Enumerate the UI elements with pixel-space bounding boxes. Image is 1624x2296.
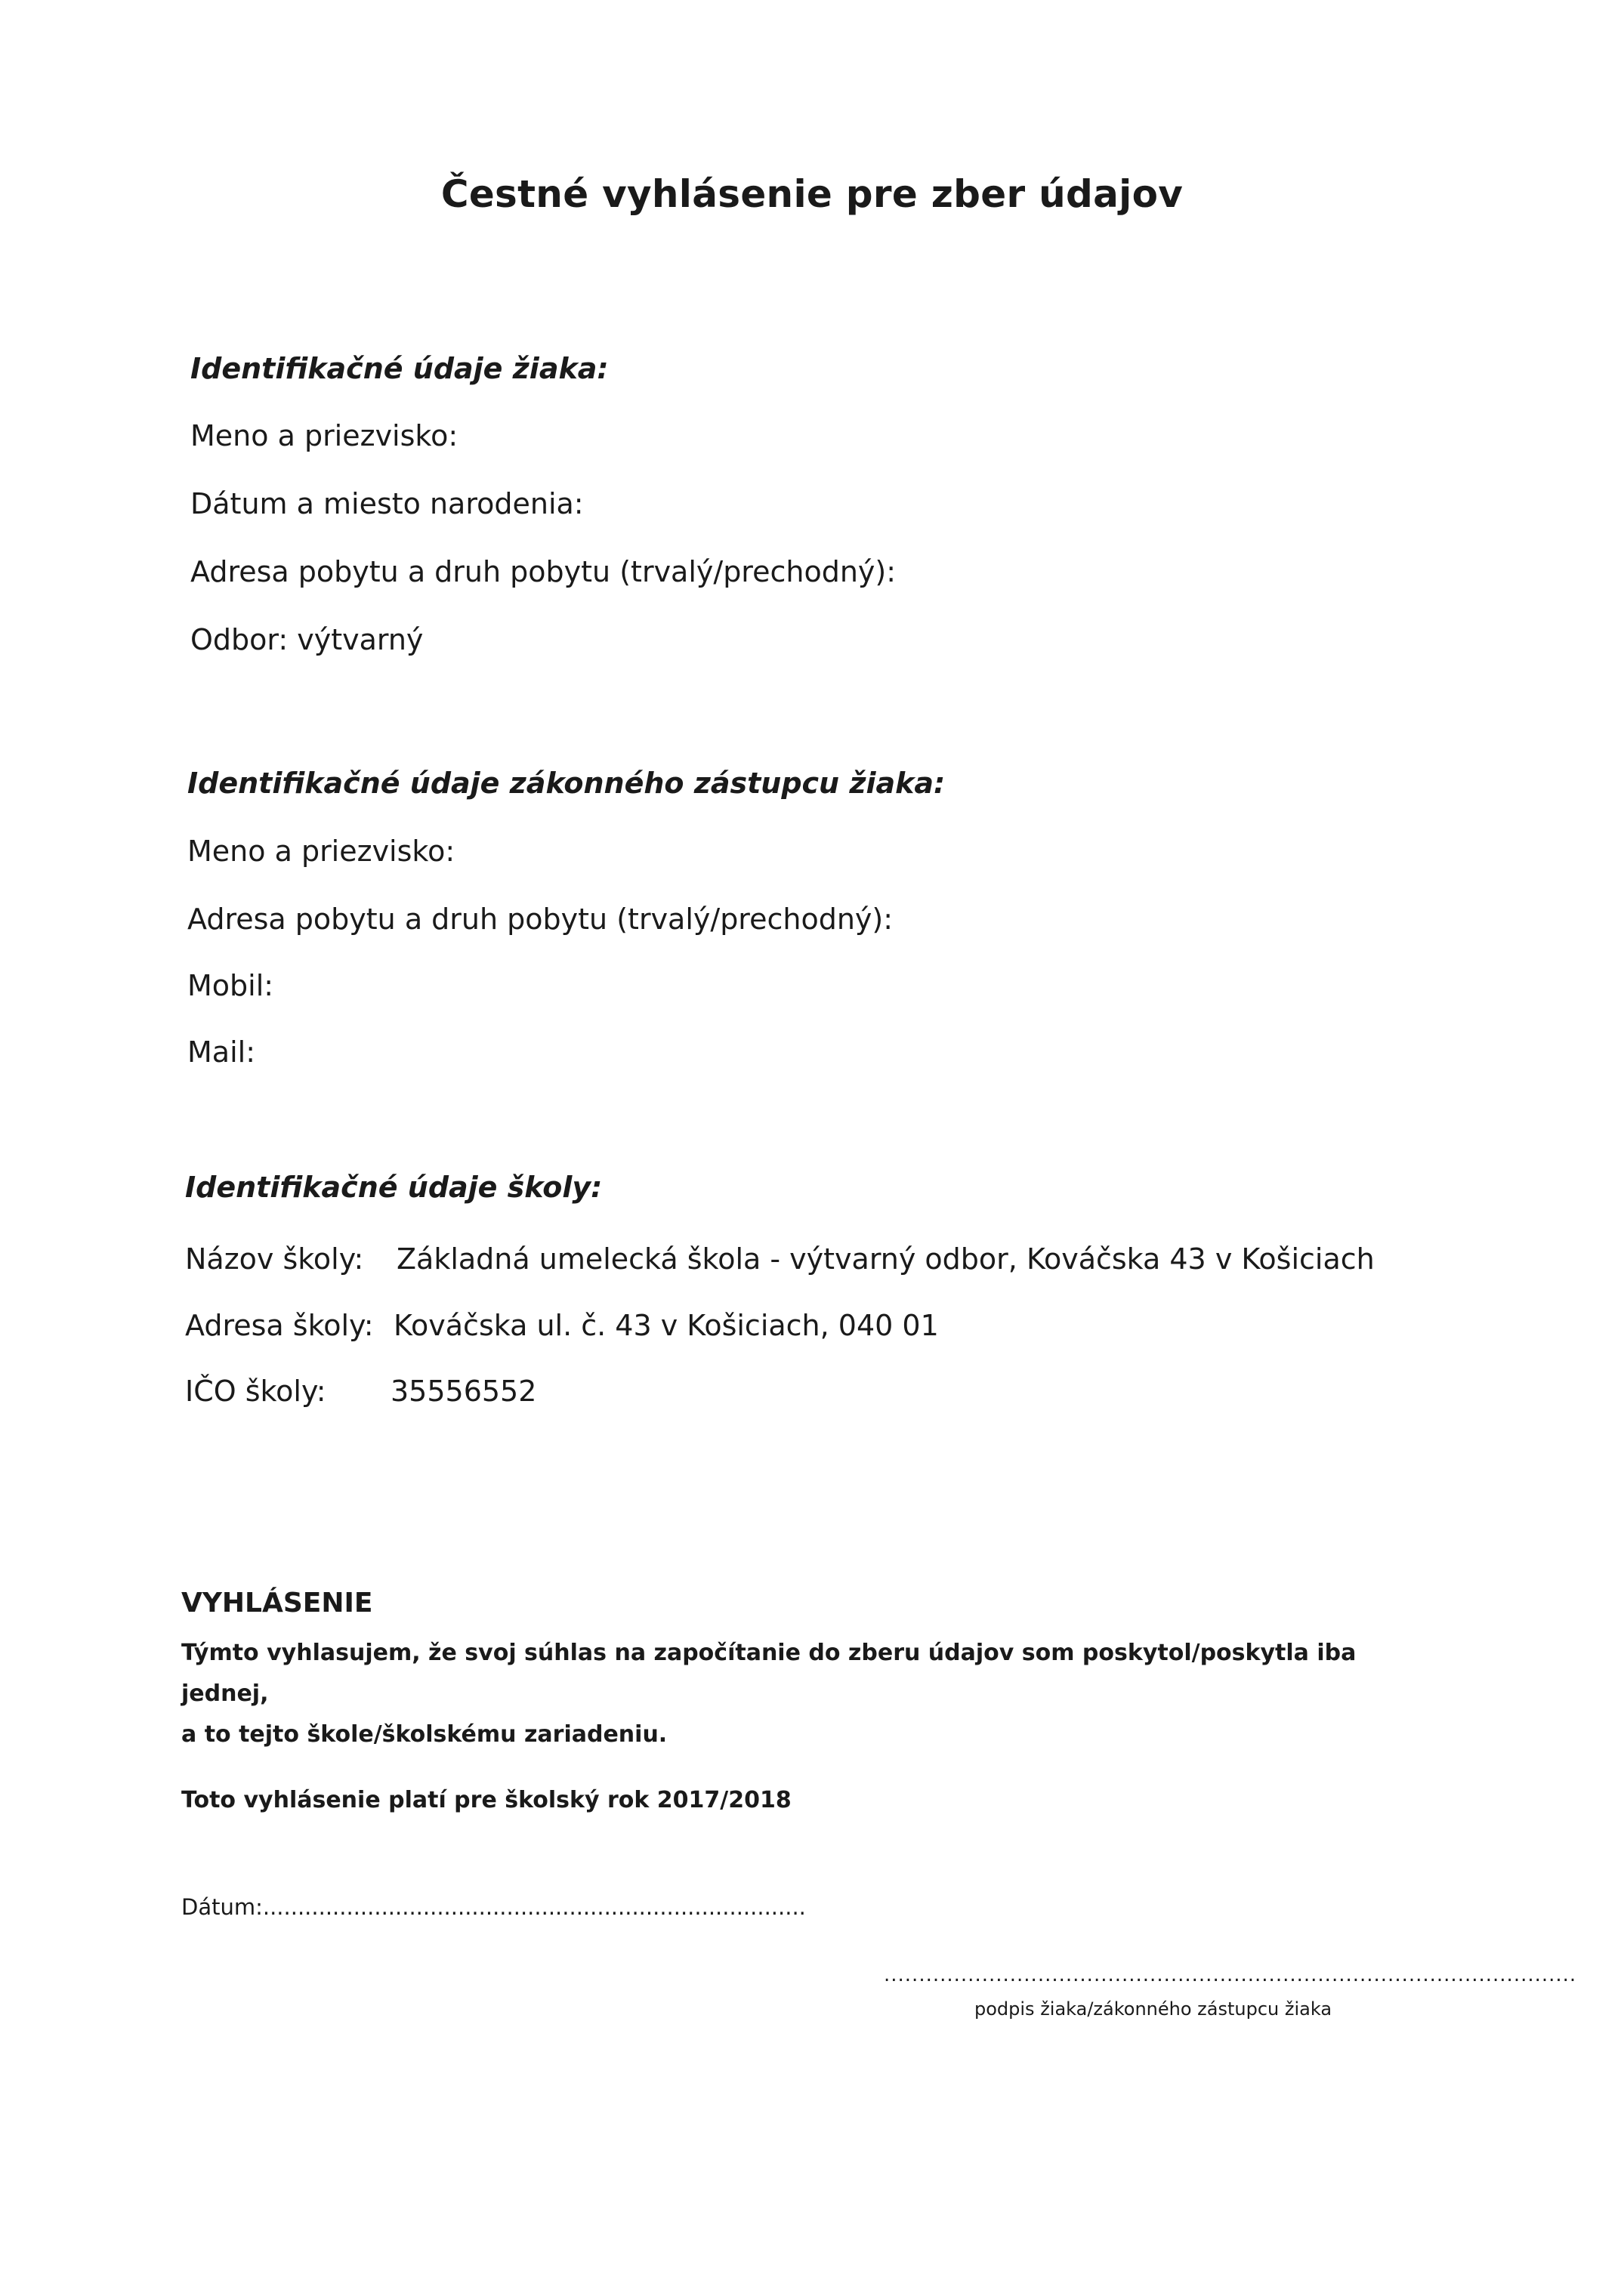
date-line: Dátum:..............................................................................	[181, 1894, 806, 1920]
school-ico-row	[185, 1375, 1394, 1412]
guardian-address-field: Adresa pobytu a druh pobytu (trvalý/prechodný):	[187, 903, 894, 936]
signature-line: ...................................................................................................	[884, 1964, 1577, 1986]
student-name-field: Meno a priezvisko:	[190, 419, 458, 452]
school-ico-value: 35556552	[391, 1375, 537, 1408]
page-title: Čestné vyhlásenie pre zber údajov	[440, 172, 1184, 216]
student-department-field: Odbor: výtvarný	[190, 623, 424, 656]
declaration-text-line-1: Týmto vyhlasujem, že svoj súhlas na započítanie do zberu údajov som poskytol/poskytla iba jednej,	[181, 1640, 1357, 1707]
guardian-mail-field: Mail:	[187, 1035, 255, 1069]
declaration-text-line-2: a to tejto škole/školskému zariadeniu.	[181, 1721, 668, 1748]
school-address-row	[185, 1309, 1394, 1347]
guardian-section-heading: Identifikačné údaje zákonného zástupcu žiaka:	[187, 767, 946, 800]
declaration-heading: VYHLÁSENIE	[181, 1588, 373, 1619]
school-section-heading: Identifikačné údaje školy:	[185, 1171, 603, 1204]
validity-statement: Toto vyhlásenie platí pre školský rok 2017/2018	[181, 1787, 792, 1813]
guardian-mobile-field: Mobil:	[187, 969, 274, 1002]
signature-caption: podpis žiaka/zákonného zástupcu žiaka	[974, 1998, 1332, 2020]
school-address-label: Adresa školy:	[185, 1309, 374, 1342]
student-birth-field: Dátum a miesto narodenia:	[190, 487, 584, 520]
student-section-heading: Identifikačné údaje žiaka:	[190, 352, 609, 385]
school-ico-label: IČO školy:	[185, 1375, 326, 1408]
school-name-label: Názov školy:	[185, 1242, 364, 1276]
school-name-row	[185, 1242, 1394, 1280]
declaration-text	[181, 1633, 1360, 1755]
student-address-field: Adresa pobytu a druh pobytu (trvalý/prechodný):	[190, 555, 897, 588]
school-address-value: Kováčska ul. č. 43 v Košiciach, 040 01	[394, 1309, 939, 1342]
guardian-name-field: Meno a priezvisko:	[187, 835, 455, 868]
school-name-value: Základná umelecká škola - výtvarný odbor, Kováčska 43 v Košiciach	[397, 1242, 1375, 1276]
